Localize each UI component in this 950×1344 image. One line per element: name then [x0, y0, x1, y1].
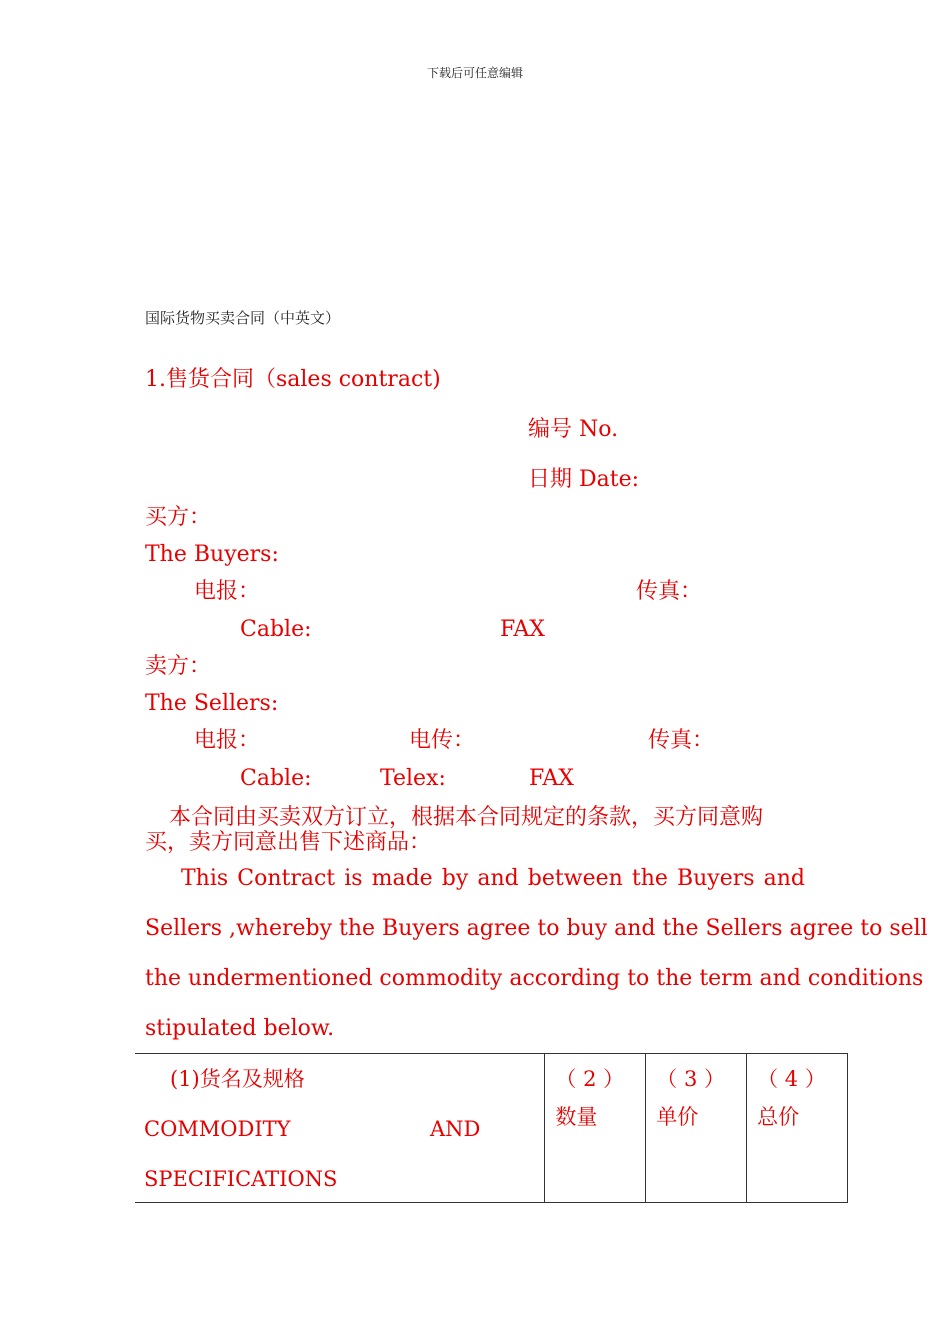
quantity-header-number: （ 2 ）	[555, 1067, 625, 1091]
commodity-header-cn: (1)货名及规格	[170, 1067, 305, 1091]
total-price-header-cell	[747, 1054, 848, 1203]
goods-table	[135, 1053, 848, 1203]
sellers-fax-en: FAX	[529, 766, 574, 791]
contract-date-label: 日期 Date:	[528, 467, 640, 492]
intro-en-line-3: the undermentioned commodity according to the term and conditions	[145, 966, 924, 991]
intro-en-line-2: Sellers ,whereby the Buyers agree to buy and the Sellers agree to sell	[145, 916, 928, 941]
page-header: 下载后可任意编辑	[426, 66, 523, 80]
buyers-cable-en: Cable:	[240, 617, 312, 642]
sellers-telex-en: Telex:	[380, 766, 446, 791]
total-price-header-label: 总价	[757, 1105, 800, 1129]
intro-en-line-1: This Contract is made by and between the Buyers and	[181, 866, 805, 891]
unit-price-header-label: 单价	[656, 1105, 699, 1129]
section-heading: 1.售货合同（sales contract)	[145, 367, 441, 392]
table-header-row	[135, 1054, 848, 1203]
quantity-header-cell	[545, 1054, 646, 1203]
buyers-fax-en: FAX	[500, 617, 545, 642]
contract-number-label: 编号 No.	[528, 417, 619, 442]
intro-en-line-4: stipulated below.	[145, 1016, 335, 1041]
commodity-header-and: AND	[430, 1117, 481, 1141]
sellers-telex-cn: 电传：	[409, 728, 476, 753]
intro-paragraph-cn: 本合同由买卖双方订立，根据本合同规定的条款，买方同意购买，卖方同意出售下述商品：	[145, 805, 764, 855]
unit-price-header-cell	[646, 1054, 747, 1203]
sellers-label-cn: 卖方：	[145, 654, 212, 679]
document-title: 国际货物买卖合同（中英文）	[145, 309, 341, 327]
sellers-cable-cn: 电报：	[194, 728, 261, 753]
specifications-header-en: SPECIFICATIONS	[144, 1167, 338, 1191]
sellers-label-en: The Sellers:	[145, 691, 279, 716]
commodity-header-en: COMMODITY	[144, 1117, 291, 1141]
unit-price-header-number: （ 3 ）	[656, 1067, 725, 1091]
buyers-fax-cn: 传真：	[636, 579, 703, 604]
commodity-header-cell	[135, 1054, 545, 1203]
buyers-cable-cn: 电报：	[194, 579, 261, 604]
total-price-header-number: （ 4 ）	[757, 1067, 826, 1091]
sellers-cable-en: Cable:	[240, 766, 312, 791]
buyers-label-en: The Buyers:	[145, 542, 279, 567]
quantity-header-label: 数量	[555, 1105, 598, 1129]
buyers-label-cn: 买方：	[145, 505, 212, 530]
sellers-fax-cn: 传真：	[648, 728, 715, 753]
